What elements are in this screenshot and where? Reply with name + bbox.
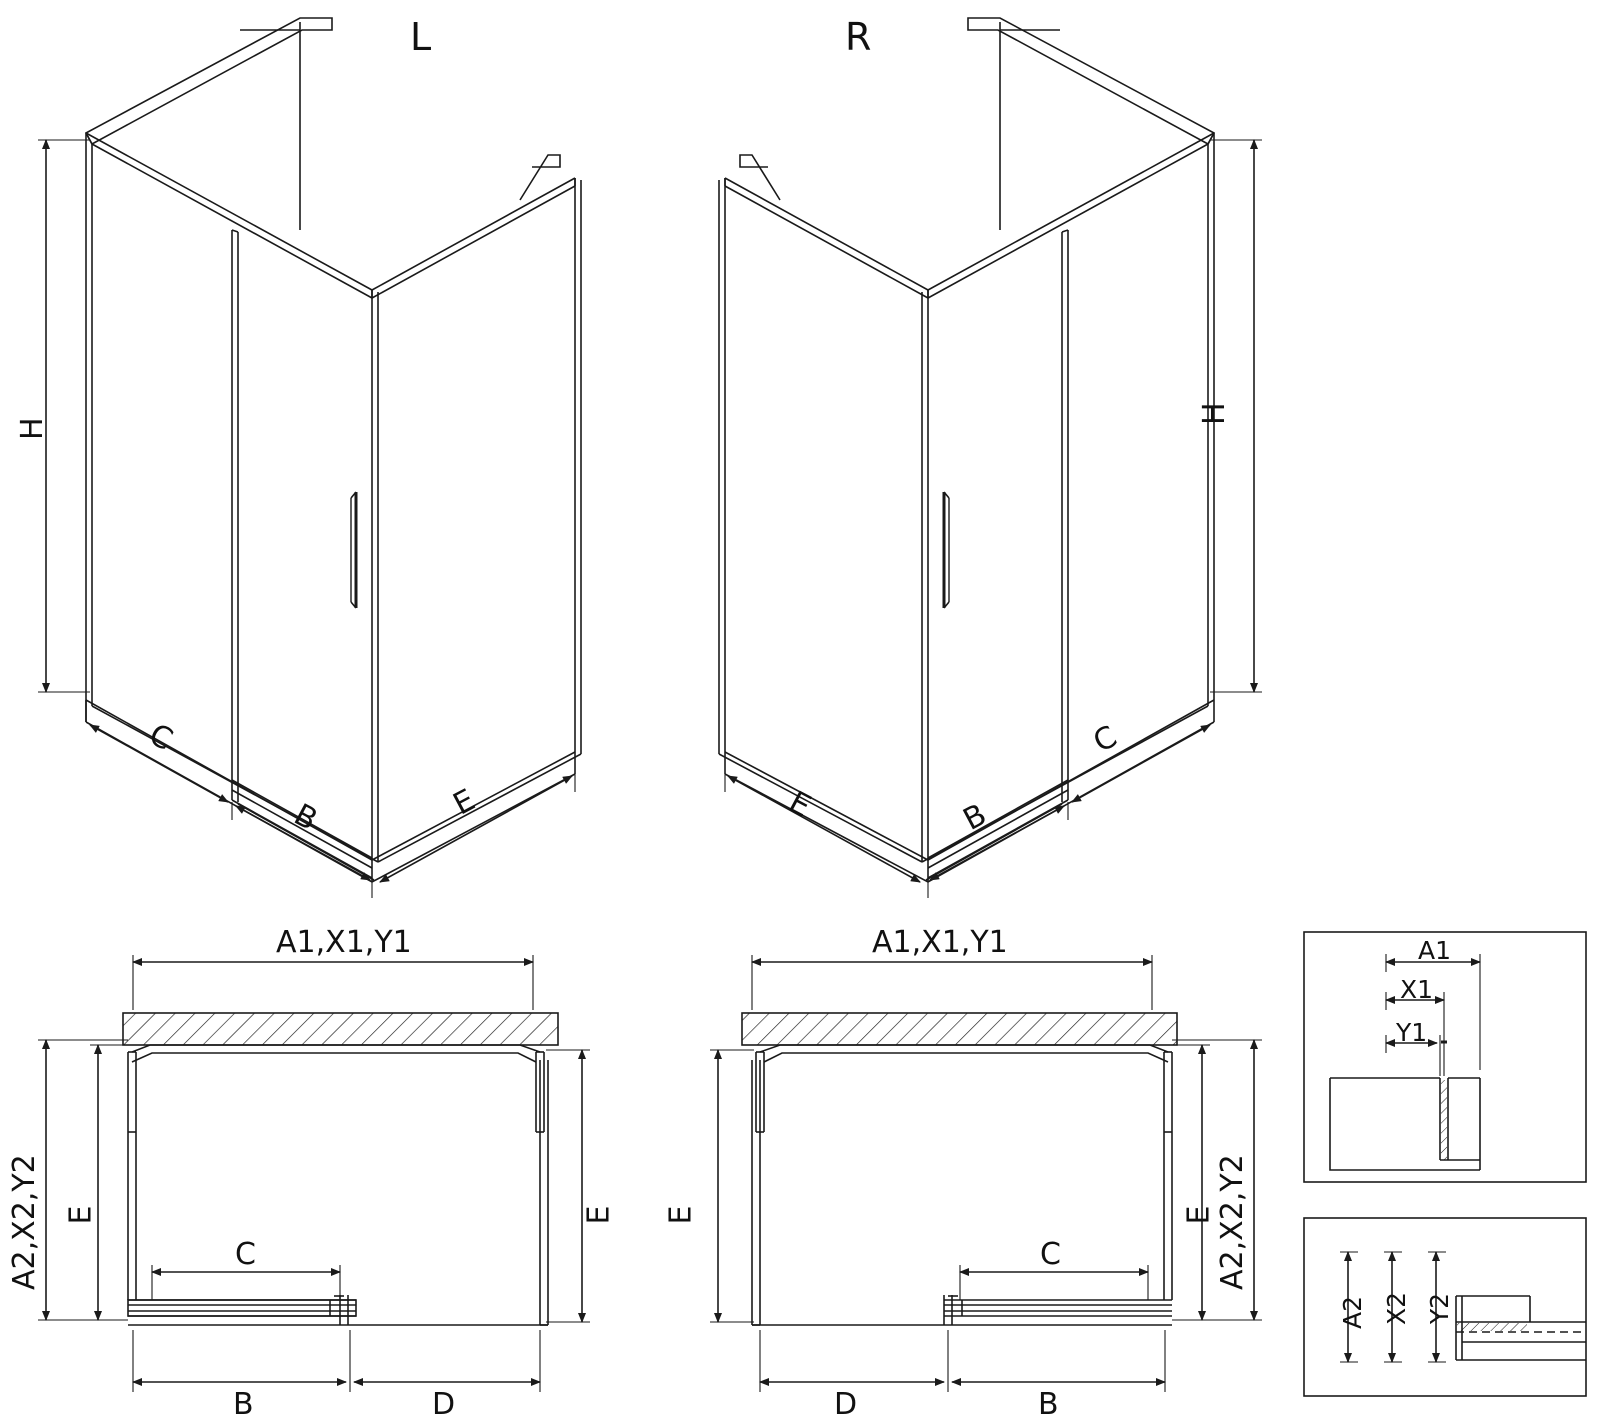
plan-left-top-label: A1,X1,Y1 bbox=[276, 925, 412, 960]
detail-bottom-y2-label: Y2 bbox=[1425, 1292, 1455, 1325]
plan-right-b-label: B bbox=[1038, 1387, 1059, 1422]
iso-left-title: L bbox=[410, 15, 432, 59]
plan-right-top-label: A1,X1,Y1 bbox=[872, 925, 1008, 960]
iso-left-door-label: B bbox=[288, 797, 323, 838]
plan-right-inner-left-label: E bbox=[663, 1205, 699, 1225]
plan-left-inner-left-label: E bbox=[63, 1205, 99, 1225]
plan-left-inner-right-label: E bbox=[581, 1205, 617, 1225]
iso-left-depth-label: C bbox=[143, 717, 179, 758]
iso-right-depth-label: C bbox=[1087, 719, 1123, 760]
plan-left-b-label: B bbox=[233, 1387, 254, 1422]
iso-right-title: R bbox=[845, 15, 872, 59]
detail-bottom-a2-label: A2 bbox=[1338, 1295, 1368, 1330]
plan-right-c-label: C bbox=[1040, 1237, 1061, 1272]
detail-top-x1-label: X1 bbox=[1400, 975, 1434, 1004]
dimension-h-left bbox=[38, 140, 90, 692]
plan-right-side-label: A2,X2,Y2 bbox=[1215, 1154, 1250, 1290]
detail-top-a1-label: A1 bbox=[1418, 936, 1452, 965]
detail-top-y1-label: Y1 bbox=[1396, 1018, 1428, 1047]
iso-left-height-label: H bbox=[15, 417, 50, 440]
plan-right-inner-right-label: E bbox=[1181, 1205, 1217, 1225]
detail-bottom-x2-label: X2 bbox=[1382, 1291, 1412, 1326]
plan-left-c-label: C bbox=[235, 1237, 256, 1272]
detail-view-top bbox=[1304, 932, 1586, 1182]
iso-right-door-label: B bbox=[957, 797, 993, 838]
iso-right-side-label: E bbox=[783, 784, 817, 825]
plan-right-d-label: D bbox=[834, 1387, 858, 1422]
plan-left-side-label: A2,X2,Y2 bbox=[7, 1154, 42, 1290]
iso-left-side-label: E bbox=[447, 782, 481, 823]
iso-view-right bbox=[719, 15, 1214, 882]
iso-right-height-label: H bbox=[1197, 402, 1232, 425]
plan-left-d-label: D bbox=[432, 1387, 456, 1422]
